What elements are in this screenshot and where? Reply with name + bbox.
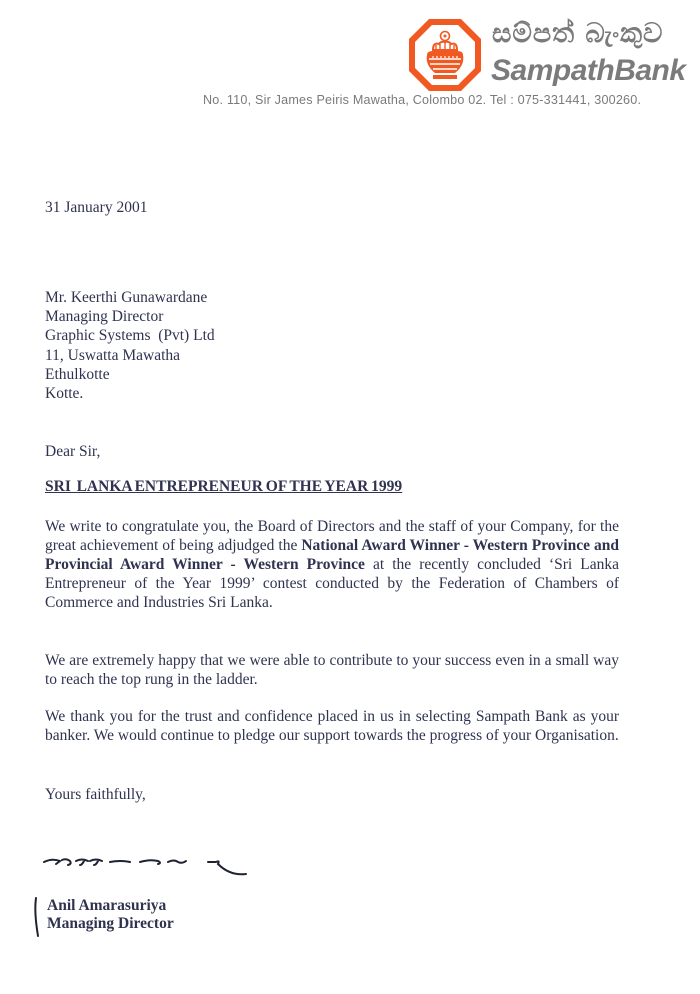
recipient-title: Managing Director — [45, 308, 164, 326]
recipient-area: Ethulkotte — [45, 365, 110, 383]
recipient-address — [45, 288, 215, 403]
award-names: National Award Winner - Western Province and Provincial Award Winner - Western Province — [45, 537, 619, 573]
bank-name-sinhala: සම්පත් බැංකුව — [492, 18, 664, 49]
signer-name: Anil Amarasuriya — [47, 897, 167, 914]
paragraph1-text-a: We write to congratulate you, the Board of Directors and the staff of your Company, for the great achievement of being adjudged the — [45, 518, 619, 554]
paragraph-thanks: We thank you for the trust and confidence placed in us in selecting Sampath Bank as your banker. We would continue to pledge our support towards the progress of your Organisation. — [45, 708, 619, 744]
signer-title: Managing Director — [47, 915, 174, 932]
sampath-bank-logo — [407, 17, 483, 93]
letter-subject: SRI LANKA ENTREPRENEUR OF THE YEAR 1999 — [45, 478, 403, 495]
bank-address: No. 110, Sir James Peiris Mawatha, Colombo 02. Tel : 075-331441, 300260. — [203, 93, 642, 107]
recipient-company: Graphic Systems (Pvt) Ltd — [45, 327, 215, 345]
paragraph1-text-b: at the recently concluded ‘Sri Lanka Entrepreneur of the Year 1999’ contest conducted by the Federation of Chambers of Commerce and Industries Sri Lanka. — [45, 556, 619, 611]
bank-name-english: SampathBank — [491, 54, 686, 87]
closing: Yours faithfully, — [45, 786, 146, 803]
salutation: Dear Sir, — [45, 443, 101, 460]
letter-date: 31 January 2001 — [45, 199, 148, 216]
recipient-city: Kotte. — [45, 385, 84, 403]
recipient-street: 11, Uswatta Mawatha — [45, 346, 181, 364]
paragraph-happy: We are extremely happy that we were able to contribute to your success even in a small way to reach the top rung in the ladder. — [45, 652, 619, 688]
recipient-name: Mr. Keerthi Gunawardane — [45, 289, 208, 306]
paragraph-congratulations — [45, 517, 619, 612]
